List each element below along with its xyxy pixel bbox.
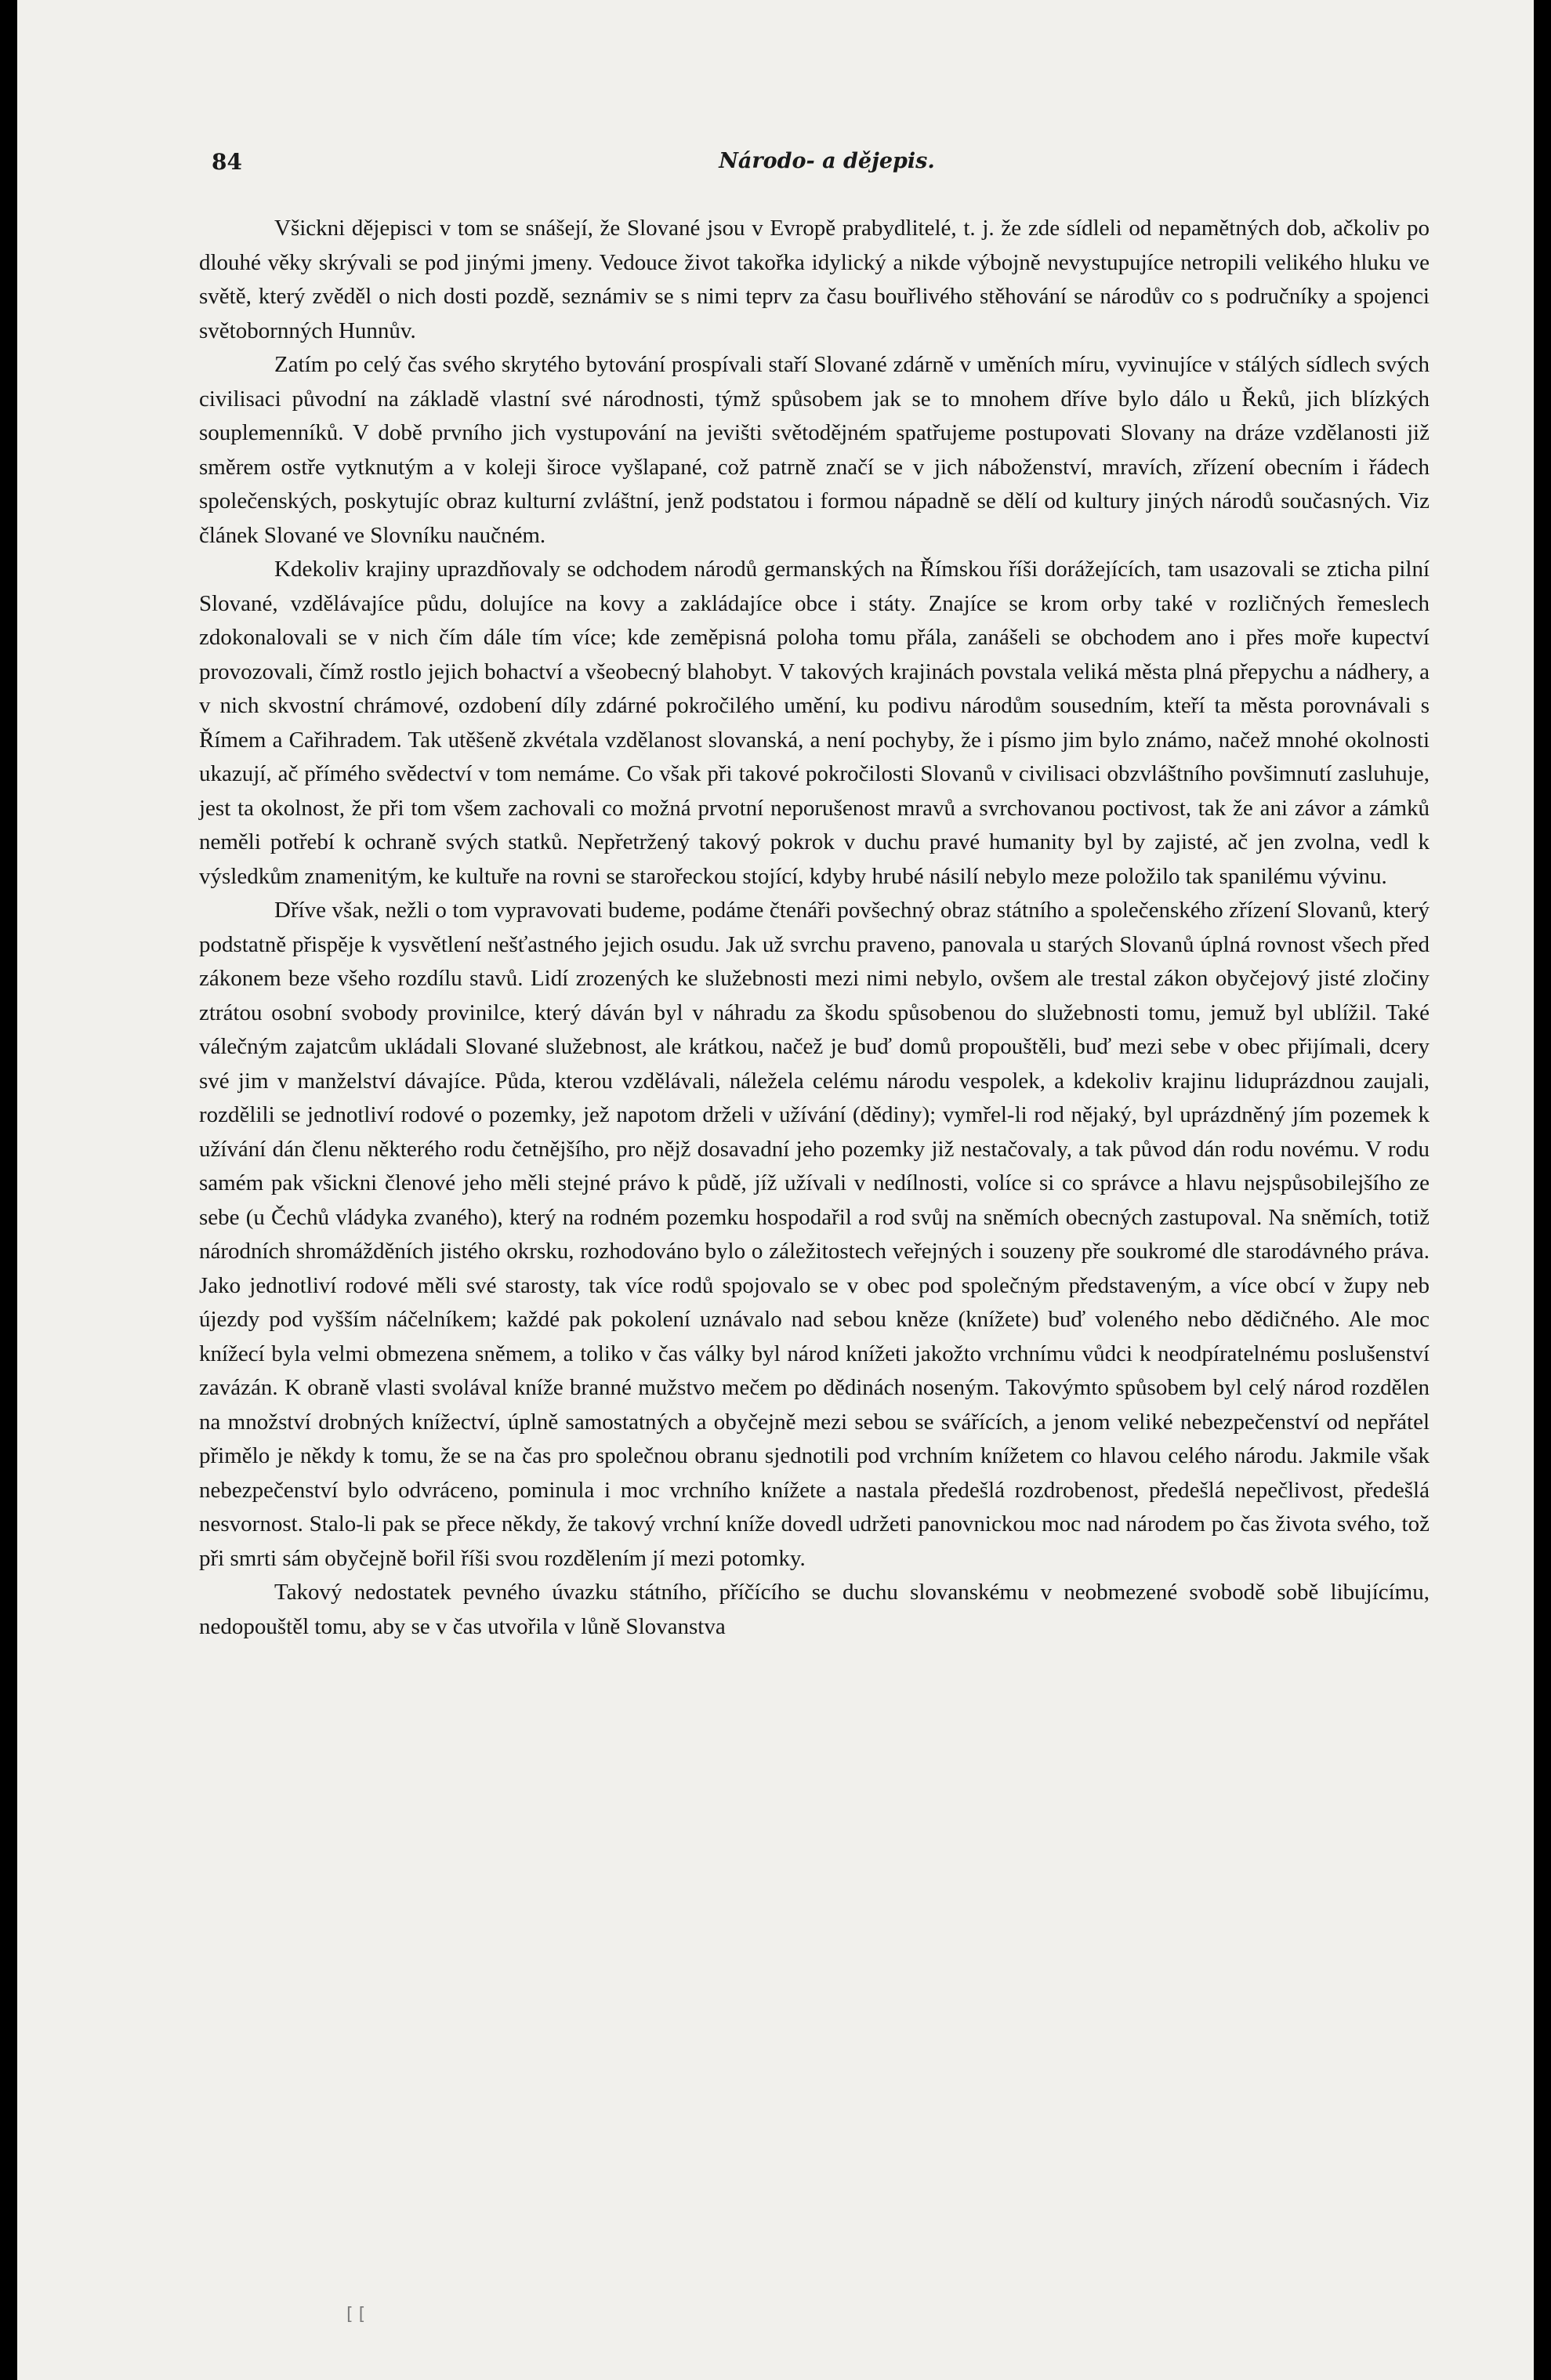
paragraph-3: Kdekoliv krajiny uprazdňovaly se odchodem národů germanských na Římskou říši dorážejících, tam usazovali se zticha pilní Slované, vzdělávajíce půdu, dolujíce na kovy a zakládajíce obce i státy. Znajíce se krom orby také v rozličných řemeslech zdokonalovali se v nich čím dále tím více; kde zeměpisná poloha tomu přála, zanášeli se obchodem ano i přes moře kupectví provozovali, čímž rostlo jejich bohactví a všeobecný blahobyt. V takových krajinách povstala veliká města plná přepychu a nádhery, a v nich skvostní chrámové, ozdobení díly zdárné pokročilého umění, ku podivu národům sousedním, kteří ta města porovnávali s Římem a Cařihradem. Tak utěšeně zkvétala vzdělanost slovanská, a není pochyby, že i písmo jim bylo známo, načež mnohé okolnosti ukazují, ač přímého svědectví v tom nemáme. Co však při takové pokročilosti Slovanů v civilisaci obzvláštního povšimnutí zasluhuje, jest ta okolnost, že při tom všem zachovali co možná prvotní neporušenost mravů a svrchovanou poctivost, tak že ani závor a zámků neměli potřebí k ochraně svých statků. Nepřetržený takový pokrok v duchu pravé humanity byl by zajisté, ač jen zvolna, vedl k výsledkům znamenitým, ke kultuře na rovni se starořeckou stojící, kdyby hrubé násilí nebylo meze položilo tak spanilému vývinu. xyxy=(199,557,1430,889)
body-text xyxy=(199,212,1430,1644)
paragraph-1: Všickni dějepisci v tom se snášejí, že Slované jsou v Evropě prabydlitelé, t. j. že zde sídleli od nepamětných dob, ačkoliv po dlouhé věky skrývali se pod jinými jmeny. Vedouce život takořka idylický a nikde výbojně nevystupujíce netropili velikého hluku ve světě, který zvěděl o nich dosti pozdě, seznámiv se s nimi teprv za času bouřlivého stěhování se národův co s područníky a spojenci světobornných Hunnův. xyxy=(199,216,1430,343)
running-title: Národo- a dějepis. xyxy=(719,149,935,173)
margin-mark: [ [ xyxy=(346,2305,366,2324)
paragraph-2: Zatím po celý čas svého skrytého bytování prospívali staří Slované zdárně v uměních míru, vyvinujíce v stálých sídlech svých civilisaci původní na základě vlastní své národnosti, týmž spůsobem jak se to mnohem dříve bylo dálo u Řeků, jich blízkých souplemenníků. V době prvního jich vystupování na jevišti světodějném spatřujeme postupovati Slovany na dráze vzdělanosti již směrem ostře vytknutým a v koleji široce vyšlapané, což patrně značí se v jich náboženství, mravích, zřízení obecním i řádech společenských, poskytujíc obraz kulturní zvláštní, jenž podstatou i formou nápadně se dělí od kultury jiných národů současných. Viz článek Slované ve Slovníku naučném. xyxy=(199,352,1430,548)
paragraph-5: Takový nedostatek pevného úvazku státního, příčícího se duchu slovanskému v neobmezené svobodě sobě libujícímu, nedopouštěl tomu, aby se v čas utvořila v lůně Slovanstva xyxy=(199,1580,1430,1639)
paragraph-4: Dříve však, nežli o tom vypravovati budeme, podáme čtenáři povšechný obraz státního a společenského zřízení Slovanů, který podstatně přispěje k vysvětlení nešťastného jejich osudu. Jak už svrchu praveno, panovala u starých Slovanů úplná rovnost všech před zákonem beze všeho rozdílu stavů. Lidí zrozených ke služebnosti mezi nimi nebylo, ovšem ale trestal zákon obyčejový jisté zločiny ztrátou osobní svobody provinilce, který dáván byl v náhradu za škodu spůsobenou do služebnosti tomu, jemuž byl ublížil. Také válečným zajatcům ukládali Slované služebnost, ale krátkou, načež je buď domů propouštěli, buď mezi sebe v obec přijímali, dcery své jim v manželství dávajíce. Půda, kterou vzdělávali, náležela celému národu vespolek, a kdekoliv krajinu liduprázdnou zaujali, rozdělili se jednotliví rodové o pozemky, jež napotom drželi v užívání (dědiny); vymřel-li rod nějaký, byl uprázdněný jím pozemek k užívání dán členu některého rodu četnějšího, pro nějž dosavadní jeho pozemky již nestačovaly, a tak původ dán rodu novému. V rodu samém pak všickni členové jeho měli stejné právo k půdě, jíž užívali v nedílnosti, volíce si co správce a hlavu nejspůsobilejšího ze sebe (u Čechů vládyka zvaného), který na rodném pozemku hospodařil a rod svůj na sněmích obecných zastupoval. Na sněmích, totiž národních shromážděních jistého okrsku, rozhodováno bylo o záležitostech veřejných i souzeny pře soukromé dle starodávného práva. Jako jednotliví rodové měli své starosty, tak více rodů spojovalo se v obec pod společným představeným, a více obcí v župy neb újezdy pod vyšším náčelníkem; každé pak pokolení uznávalo nad sebou kněze (knížete) buď voleného nebo dědičného. Ale moc knížecí byla velmi obmezena sněmem, a toliko v čas války byl národ knížeti jakožto vrchnímu vůdci k neodpíratelnému poslušenství zavázán. K obraně vlasti svolával kníže branné mužstvo mečem po dědinách noseným. Takovýmto spůsobem byl celý národ rozdělen na množství drobných knížectví, úplně samostatných a obyčejně mezi sebou se svářících, a jenom veliké nebezpečenství od nepřátel přimělo je někdy k tomu, že se na čas pro společnou obranu sjednotili pod vrchním knížetem co hlavou celého národu. Jakmile však nebezpečenství bylo odvráceno, pominula i moc vrchního knížete a nastala předešlá rozdrobenost, předešlá nepečlivost, předešlá nesvornost. Stalo-li pak se přece někdy, že takový vrchní kníže dovedl udržeti panovnickou moc nad národem po čas života svého, tož při smrti sám obyčejně bořil říši svou rozdělením jí mezi potomky. xyxy=(199,898,1430,1571)
page-number: 84 xyxy=(212,149,242,175)
page-header xyxy=(212,149,1442,180)
book-page xyxy=(17,0,1534,2380)
